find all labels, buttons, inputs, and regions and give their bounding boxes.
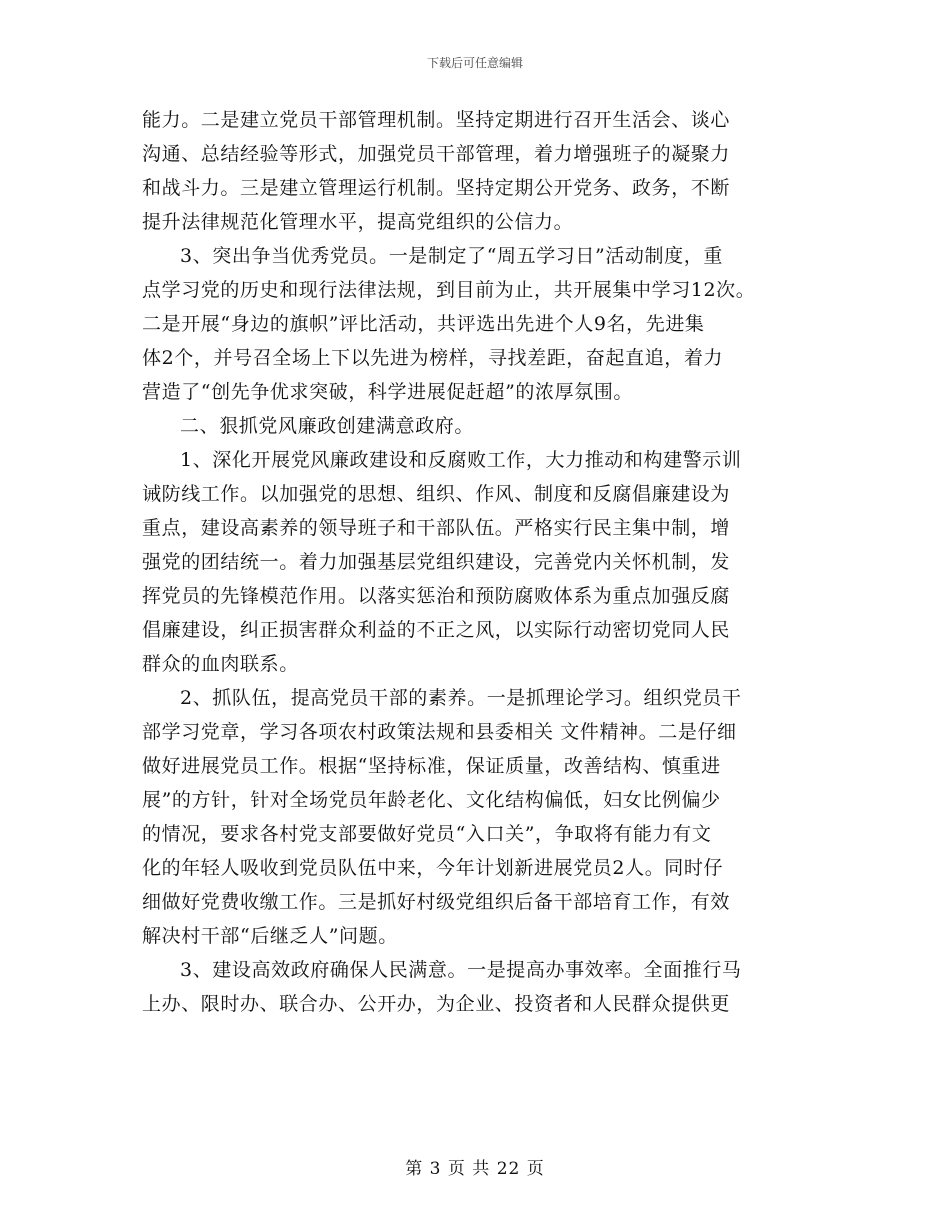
text-line: 强党的团结统一。着力加强基层党组织建设，完善党内关怀机制，发 [142,551,731,573]
text-line: 细做好党费收缴工作。三是抓好村级党组织后备干部培育工作，有效 [142,891,731,913]
section-heading: 二、狠抓党风廉政创建满意政府。 [180,415,475,437]
paragraph-start-line: 3、突出争当优秀党员。一是制定了“周五学习日”活动制度，重 [180,245,723,267]
page-header: 下载后可任意编辑 [426,56,523,70]
text-line: 提升法律规范化管理水平，提高党组织的公信力。 [142,211,574,233]
text-line: 上办、限时办、联合办、公开办，为企业、投资者和人民群众提供更 [142,993,731,1015]
text-line: 化的年轻人吸收到党员队伍中来，今年计划新进展党员2人。同时仔 [142,857,724,879]
text-line: 点学习党的历史和现行法律法规，到目前为止，共开展集中学习12次。 [142,279,756,301]
text-line: 二是开展“身边的旗帜”评比活动，共评选出先进个人9名，先进集 [142,313,705,335]
text-line: 展”的方针，针对全场党员年龄老化、文化结构偏低，妇女比例偏少 [142,789,721,811]
text-line: 部学习党章，学习各项农村政策法规和县委相关 文件精神。二是仔细 [142,721,737,743]
text-line: 诫防线工作。以加强党的思想、组织、作风、制度和反腐倡廉建设为 [142,483,731,505]
paragraph-start-line: 2、抓队伍，提高党员干部的素养。一是抓理论学习。组织党员干 [180,687,742,709]
text-line: 体2个，并号召全场上下以先进为榜样，寻找差距，奋起直追，着力 [142,347,724,369]
text-line: 做好进展党员工作。根据“坚持标准，保证质量，改善结构、慎重进 [142,755,721,777]
text-line: 的情况，要求各村党支部要做好党员“入口关”，争取将有能力有文 [142,823,712,845]
text-line: 解决村干部“后继乏人”问题。 [142,925,398,947]
page-footer: 第 3 页 共 22 页 [405,1159,545,1179]
text-line: 群众的血肉联系。 [142,653,299,675]
text-line: 能力。二是建立党员干部管理机制。坚持定期进行召开生活会、谈心 [142,109,731,131]
text-line: 和战斗力。三是建立管理运行机制。坚持定期公开党务、政务，不断 [142,177,731,199]
body-text [142,103,822,1021]
paragraph-start-line: 3、建设高效政府确保人民满意。一是提高办事效率。全面推行马 [180,959,742,981]
paragraph-start-line: 1、深化开展党风廉政建设和反腐败工作，大力推动和构建警示训 [180,449,742,471]
text-line: 倡廉建设，纠正损害群众利益的不正之风，以实际行动密切党同人民 [142,619,731,641]
text-line: 沟通、总结经验等形式，加强党员干部管理，着力增强班子的凝聚力 [142,143,731,165]
text-line: 营造了“创先争优求突破，科学进展促赶超”的浓厚氛围。 [142,381,634,403]
text-line: 挥党员的先锋模范作用。以落实惩治和预防腐败体系为重点加强反腐 [142,585,731,607]
text-line: 重点，建设高素养的领导班子和干部队伍。严格实行民主集中制，增 [142,517,731,539]
